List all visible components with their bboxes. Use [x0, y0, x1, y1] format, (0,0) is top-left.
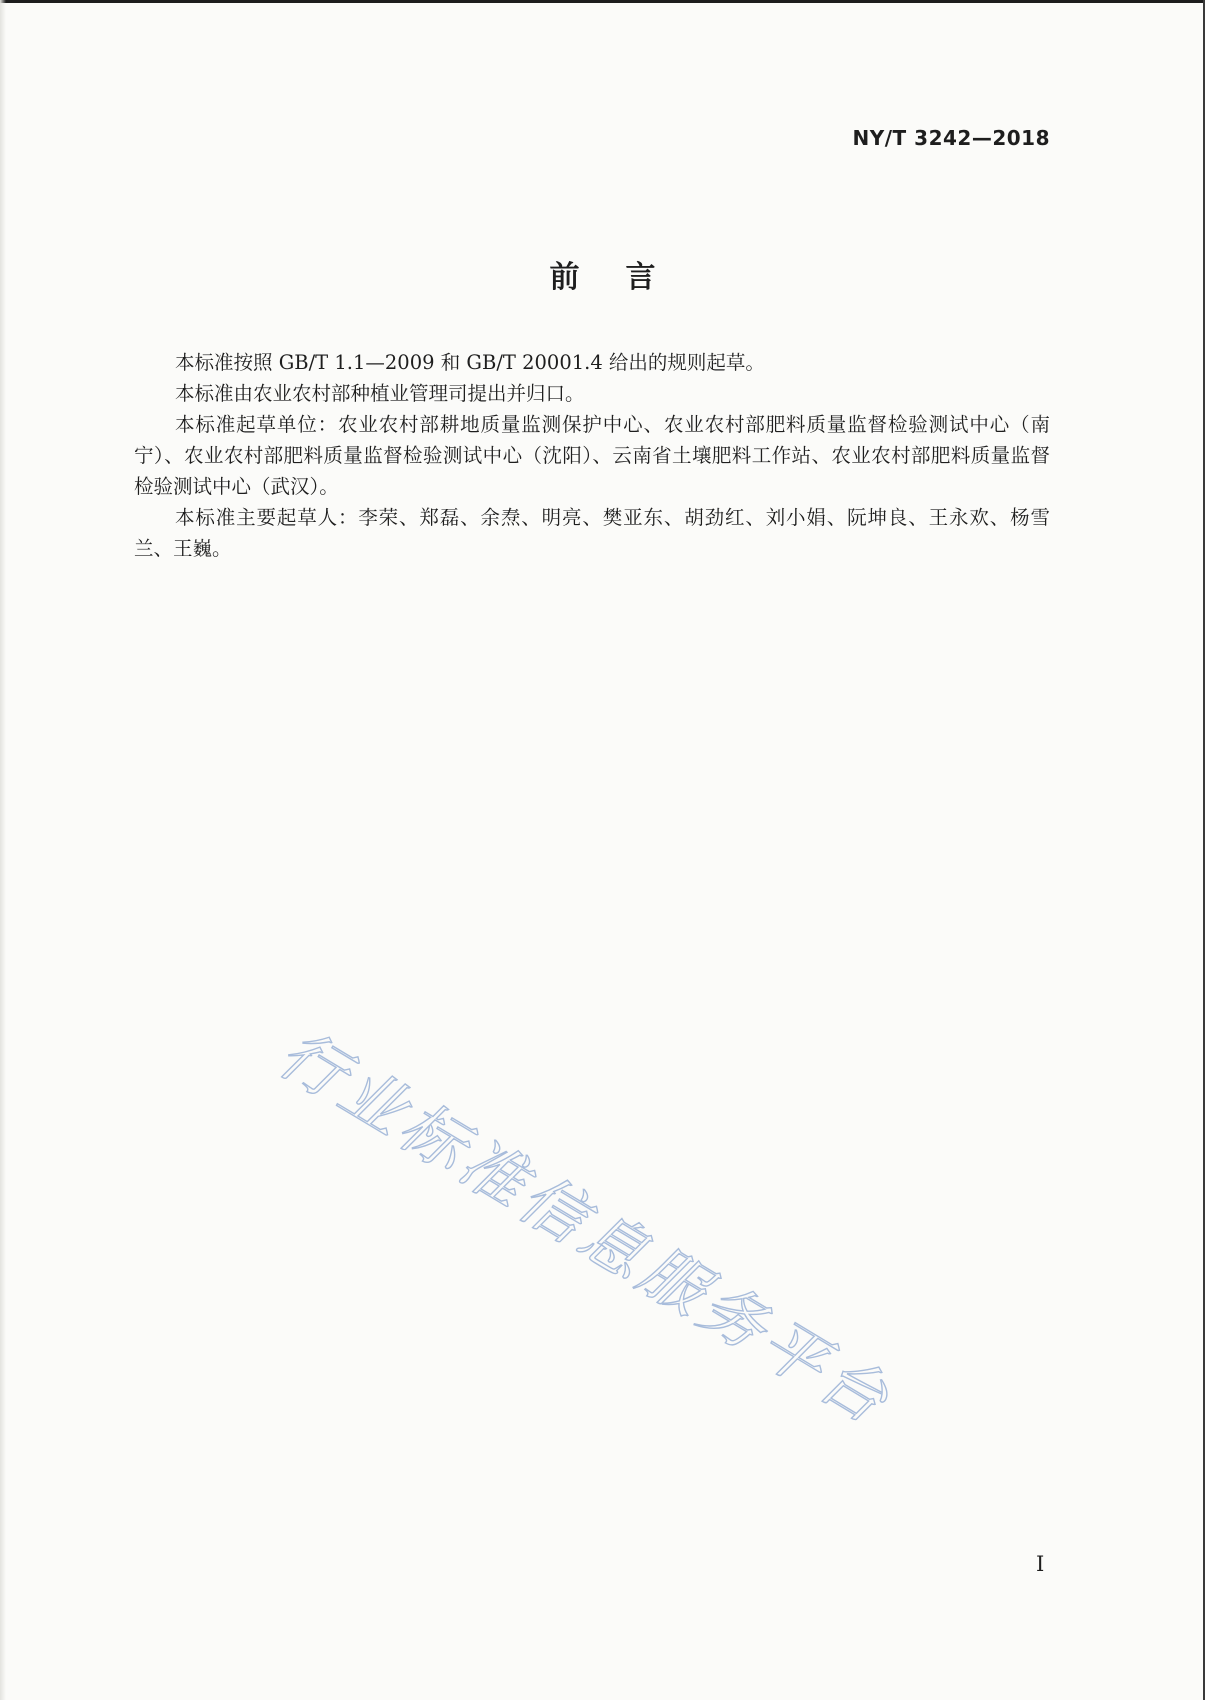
paragraph-proposer: 本标准由农业农村部种植业管理司提出并归口。 [175, 382, 585, 405]
watermark: 行业标准信息服务平台 [266, 1016, 905, 1441]
page-title: 前言 [549, 260, 702, 295]
paragraph-drafters: 本标准主要起草人：李荣、郑磊、余焘、明亮、樊亚东、胡劲红、刘小娟、阮坤良、王永欢、杨雪兰、王巍。 [134, 506, 1050, 560]
paragraph-drafting-rules: 本标准按照 GB/T 1.1—2009 和 GB/T 20001.4 给出的规则起草。 [175, 351, 765, 374]
paragraph-drafting-units: 本标准起草单位：农业农村部耕地质量监测保护中心、农业农村部肥料质量监督检验测试中心（南宁）、农业农村部肥料质量监督检验测试中心（沈阳）、云南省土壤肥料工作站、农业农村部肥料质量监督检验测试中心（武汉）。 [134, 413, 1050, 498]
scan-top-edge [0, 0, 1205, 3]
standard-number: NY/T 3242—2018 [852, 126, 1050, 150]
page-number: I [1036, 1552, 1045, 1576]
foreword-body [134, 347, 1050, 564]
